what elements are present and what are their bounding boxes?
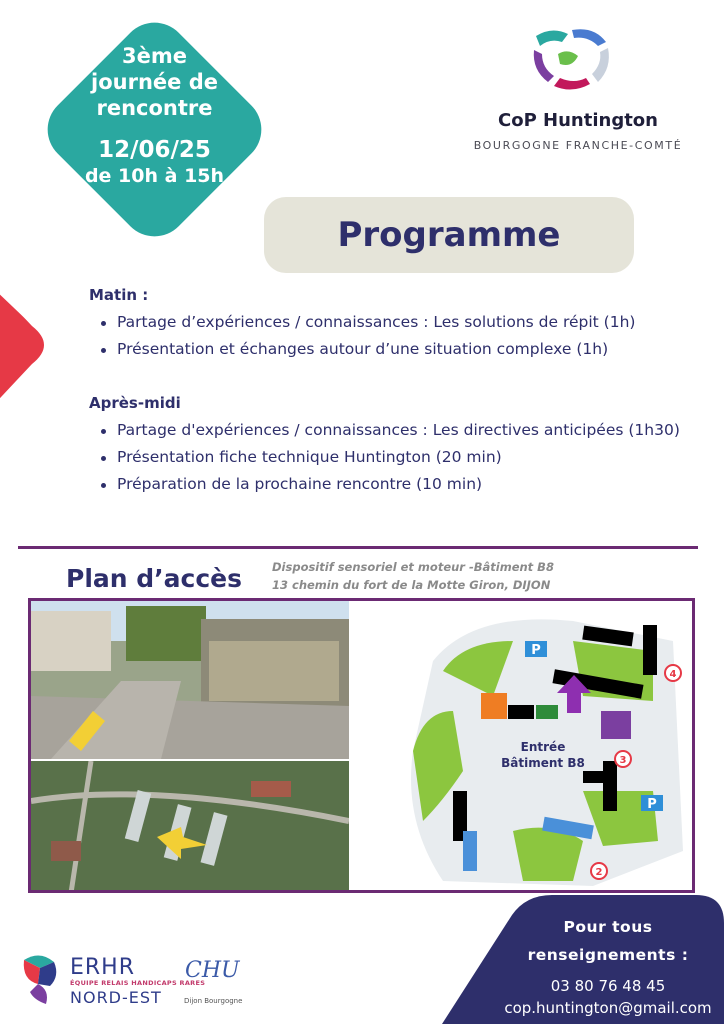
event-badge: [33, 8, 276, 251]
afternoon-list: [97, 417, 697, 498]
section-afternoon-label: Après-midi: [89, 394, 181, 412]
contact-heading-2: renseignements :: [527, 946, 689, 964]
section-morning-label: Matin :: [89, 286, 149, 304]
contact-block: [492, 913, 724, 1019]
erhr-region: NORD-EST: [70, 988, 162, 1007]
list-item: Présentation fiche technique Huntington (20 min): [97, 444, 697, 471]
brand-subtitle: BOURGOGNE FRANCHE-COMTÉ: [473, 139, 683, 152]
erhr-logo-icon: [20, 950, 64, 1006]
list-item: Partage d'expériences / connaissances : Les directives anticipées (1h30): [97, 417, 697, 444]
map-marker: 2: [595, 867, 603, 878]
street-photo: [31, 601, 349, 759]
list-item: Partage d’expériences / connaissances : Les solutions de répit (1h): [97, 309, 697, 336]
access-title: Plan d’accès: [66, 564, 243, 593]
section-divider: [18, 546, 698, 549]
contact-email: cop.huntington@gmail.com: [504, 999, 712, 1017]
map-entrance-label: Entrée: [520, 740, 566, 754]
access-map-frame: [28, 598, 695, 893]
address-line-1: Dispositif sensoriel et moteur -Bâtiment B8: [272, 560, 554, 574]
event-hours: de 10h à 15h: [84, 165, 225, 187]
program-title: Programme: [337, 215, 561, 255]
morning-list: [97, 309, 697, 363]
list-item: Présentation et échanges autour d’une situation complexe (1h): [97, 336, 697, 363]
parking-label: P: [531, 643, 541, 658]
map-marker: 3: [619, 755, 627, 766]
map-building-label: Bâtiment B8: [501, 756, 585, 770]
list-item: Préparation de la prochaine rencontre (10 min): [97, 471, 697, 498]
contact-phone: 03 80 76 48 45: [550, 977, 666, 995]
chu-subtitle: Dijon Bourgogne: [184, 997, 243, 1005]
address-line-2: 13 chemin du fort de la Motte Giron, DIJON: [272, 578, 551, 592]
campus-map: [353, 601, 692, 890]
chu-logo: CHU: [185, 958, 240, 983]
event-text: [33, 8, 276, 189]
red-decoration-shape: [0, 260, 70, 430]
event-date: 12/06/25: [98, 137, 211, 163]
erhr-name: ERHR: [70, 955, 136, 980]
map-marker: 4: [669, 669, 677, 680]
event-line-1: 3ème: [122, 44, 187, 68]
access-address: [272, 558, 554, 594]
program-header: [264, 197, 634, 273]
erhr-tagline: ÉQUIPE RELAIS HANDICAPS RARES: [70, 979, 206, 987]
parking-label: P: [647, 797, 657, 812]
contact-heading-1: Pour tous: [563, 918, 653, 936]
cop-huntington-logo: [528, 24, 612, 94]
event-line-3: rencontre: [96, 96, 213, 120]
brand-title: CoP Huntington: [498, 110, 658, 131]
satellite-photo: [31, 761, 349, 893]
event-line-2: journée de: [91, 70, 218, 94]
